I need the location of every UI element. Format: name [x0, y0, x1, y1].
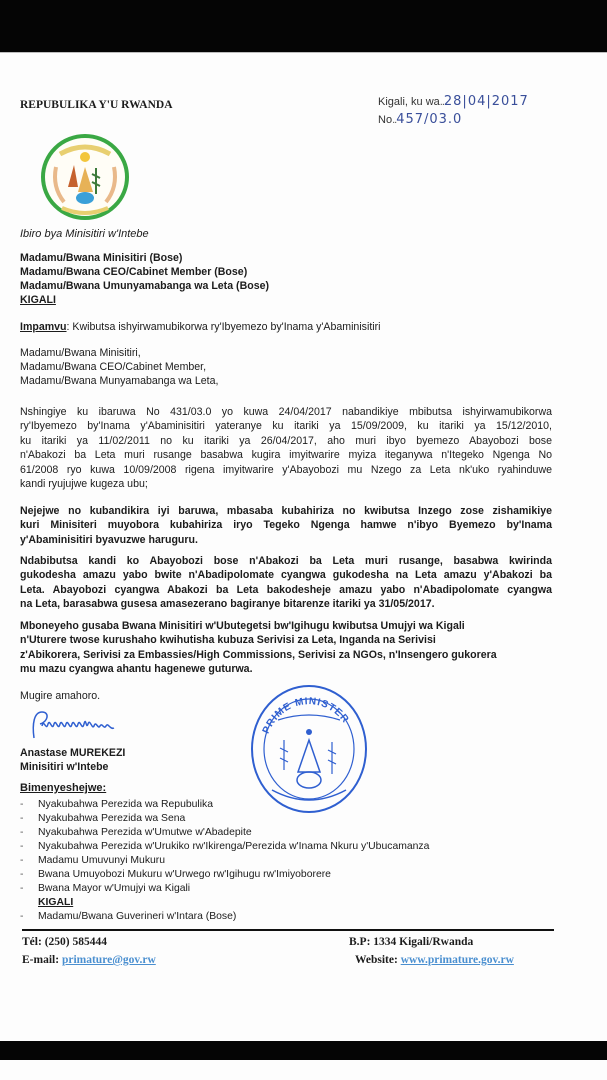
office-name: Ibiro bya Minisitiri w'Intebe: [20, 228, 149, 240]
subject-line: [20, 320, 381, 334]
paragraph-line: kuri Minisiteri muyobora kubahiriza iryo Tegeko Ngenga hamwe n'ibyo Byemezo by'Inama: [20, 519, 552, 532]
website-link[interactable]: www.primature.gov.rw: [400, 954, 514, 966]
bullet-dash: -: [20, 855, 24, 866]
bullet-dash: -: [20, 813, 24, 824]
bullet-dash: -: [20, 911, 24, 922]
paragraph-line: mu mazu cyangwa ahantu hagenewe guturwa.: [20, 663, 253, 676]
footer-email: E-mail: primature@gov.rw: [22, 954, 156, 966]
cc-item: - Madamu Umuvunyi Mukuru: [20, 855, 166, 866]
paragraph-line: Nshingiye ku ibaruwa No 431/03.0 yo kuwa 24/04/2017 nabandikiye mbibutsa ishyirwamubikorwa: [20, 406, 552, 418]
bullet-dash: -: [20, 883, 24, 894]
bullet-dash: -: [20, 827, 24, 838]
date-line: Kigali, ku wa..28|04|2017: [378, 94, 529, 109]
email-link[interactable]: primature@gov.rw: [61, 954, 156, 966]
ref-value: 457/03.0: [396, 112, 463, 127]
cc-item: - Bwana Umuyobozi Mukuru w'Urwego rw'Igihugu rw'Imiyoborere: [20, 869, 331, 880]
cc-item: - Bwana Mayor w'Umujyi wa Kigali: [20, 883, 191, 894]
salutation-line: Madamu/Bwana CEO/Cabinet Member,: [20, 361, 207, 373]
paragraph-line: Nejejwe no kubandikira iyi baruwa, mbasaba kubahiriza no kwibutsa Inzego zose zishamikiye: [20, 505, 552, 517]
paragraph-line: Leta. Abayobozi cyangwa Abakozi ba Leta bakodesheje amazu yabo n'Abadipolomate cyangwa: [20, 583, 552, 596]
reference-line: No..457/03.0: [378, 112, 463, 127]
salutation-line: Madamu/Bwana Munyamabanga wa Leta,: [20, 375, 219, 387]
addressee-line: Madamu/Bwana CEO/Cabinet Member (Bose): [20, 266, 248, 278]
bullet-dash: -: [20, 799, 24, 810]
date-label: Kigali, ku wa: [378, 96, 440, 108]
cc-item: - Nyakubahwa Perezida wa Sena: [20, 813, 186, 824]
body-paragraph-1: [20, 405, 552, 491]
ref-label: No: [378, 114, 393, 126]
paragraph-line: ry'Ibyemezo by'Inama y'Abaminisitiri yateranye ku itariki ya 15/09/2009, ku itariki ya 15/12/2010,: [20, 420, 552, 433]
stamp-text: PRIME MINISTER: [260, 696, 351, 736]
body-paragraph-3: [20, 554, 552, 612]
bottom-black-bar: [0, 1041, 607, 1060]
signatory-title: Minisitiri w'Intebe: [20, 761, 109, 773]
footer-tel: Tél: (250) 585444: [22, 936, 107, 948]
top-black-bar: [0, 0, 607, 53]
body-paragraph-2: [20, 504, 552, 547]
cc-item: - Nyakubahwa Perezida w'Urukiko rw'Ikirenga/Perezida w'Inama Nkuru y'Ubucamanza: [20, 841, 430, 852]
date-value: 28|04|2017: [443, 94, 529, 109]
paragraph-line: kandi ryujujwe kugeza ubu;: [20, 477, 148, 490]
addressee-line: Madamu/Bwana Umunyamabanga wa Leta (Bose): [20, 280, 270, 292]
paragraph-line: Ndabibutsa kandi ko Abayobozi bose n'Abakozi ba Leta muri rusange, basabwa kwirinda: [20, 555, 552, 567]
paragraph-line: n'Uturere twose kurushaho kwihutisha kubuza Serivisi za Leta, Inganda na Serivisi: [20, 634, 436, 647]
salutation-line: Madamu/Bwana Minisitiri,: [20, 347, 141, 359]
svg-text:PRIME MINISTER: [261, 696, 351, 736]
cc-item: - Nyakubahwa Perezida wa Repubulika: [20, 799, 214, 810]
paragraph-line: 61/2008 ryo kuwa 10/09/2008 rigena imyitwarire y'Abayobozi mu Nzego za Leta nk'uko ryahinduwe: [20, 463, 552, 476]
closing: Mugire amahoro.: [20, 690, 101, 702]
subject-text: : Kwibutsa ishyirwamubikorwa ry'Ibyemezo by'Inama y'Abaminisitiri: [66, 321, 381, 333]
paragraph-line: n'Abakozi ba Leta muri rusange basabwa kugira imyitwarire myiza iteganywa n'Itegeko Ngenga No: [20, 449, 552, 462]
bullet-dash: -: [20, 869, 24, 880]
addressee-line: Madamu/Bwana Minisitiri (Bose): [20, 252, 183, 264]
addressee-city: KIGALI: [20, 294, 56, 306]
cc-list: [20, 798, 429, 924]
country-heading: REPUBULIKA Y'U RWANDA: [20, 99, 173, 111]
cc-item: - Nyakubahwa Perezida w'Umutwe w'Abadepite: [20, 827, 252, 838]
signature-icon: [28, 708, 124, 742]
paragraph-line: Mboneyeho gusaba Bwana Minisitiri w'Ubutegetsi bw'Igihugu kwibutsa Umujyi wa Kigali: [20, 620, 465, 632]
cc-city: KIGALI: [38, 897, 74, 908]
signatory-name: Anastase MUREKEZI: [20, 747, 126, 759]
footer-po-box: B.P: 1334 Kigali/Rwanda: [349, 936, 474, 948]
paragraph-line: na Leta, barasabwa gusesa amasezerano bagiranye bitarenze itariki ya 31/05/2017.: [20, 598, 435, 611]
cc-heading: Bimenyeshejwe:: [20, 782, 107, 794]
body-paragraph-4: [20, 619, 552, 677]
prime-minister-stamp-icon: [248, 682, 370, 816]
footer-website: Website: www.primature.gov.rw: [355, 954, 514, 966]
subject-label: Impamvu: [20, 321, 67, 333]
cc-item: - Madamu/Bwana Guverineri w'Intara (Bose): [20, 911, 237, 922]
rwanda-coat-of-arms-icon: [38, 132, 132, 222]
paragraph-line: y'Abaminisitiri byavuzwe haruguru.: [20, 533, 198, 546]
paragraph-line: ku itariki ya 11/02/2011 no ku itariki ya 26/04/2017, aho muri ibyo byemezo Abayobozi bose: [20, 434, 552, 447]
footer-rule: [22, 929, 554, 931]
paragraph-line: gukodesha amazu yabo bwite n'Abadipolomate cyangwa gukodesha na Leta amazu y'Abakozi ba: [20, 569, 552, 582]
bullet-dash: -: [20, 841, 24, 852]
paragraph-line: z'Abikorera, Serivisi za Embassies/High Commissions, Serivisi za NGOs, n'Insengero gukorera: [20, 648, 497, 661]
